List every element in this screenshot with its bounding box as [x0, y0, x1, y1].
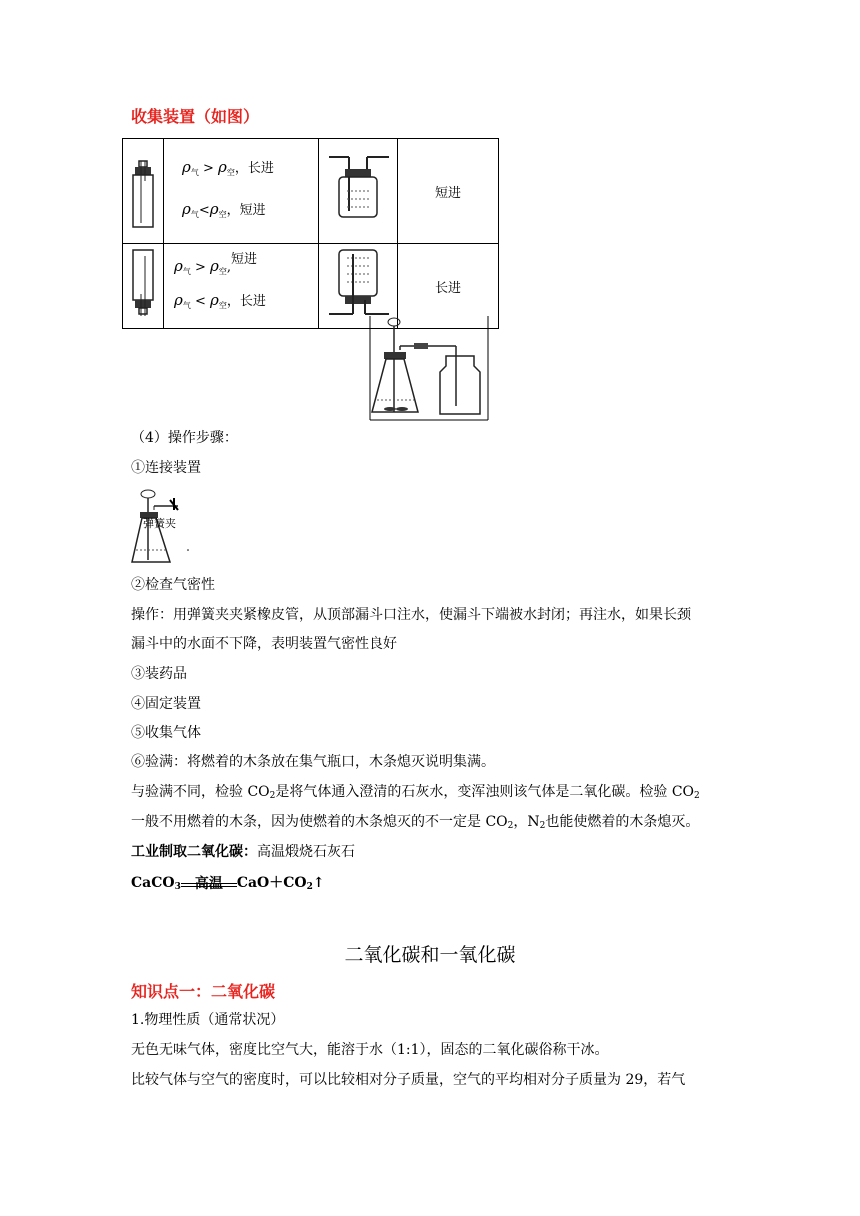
physical-properties-desc: 无色无味气体，密度比空气大，能溶于水（1:1），固态的二氧化碳俗称干冰。 — [131, 1042, 609, 1058]
clamp-label: 弹簧夹 — [143, 517, 176, 530]
collection-table — [122, 138, 499, 329]
step-check-airtightness: ②检查气密性 — [131, 577, 215, 593]
cell-bottle-inverted — [123, 244, 164, 329]
cell-long-in: 长进 — [398, 244, 499, 329]
step-collect: ⑤收集气体 — [131, 725, 201, 741]
heading-collect: 收集装置（如图） — [131, 107, 260, 126]
knowledge-point-1: 知识点一：二氧化碳 — [131, 982, 276, 1001]
cell-conditions-2: $\rho_气 > \rho_空$,短进 $\rho_气 < \rho_空$，长进 — [164, 244, 319, 329]
bottle-inverted-icon — [123, 244, 163, 324]
bottle-upright-icon — [123, 139, 163, 239]
step2-desc-2: 漏斗中的水面不下降，表明装置气密性良好 — [131, 636, 397, 652]
physical-properties-title: 1.物理性质（通常状况） — [131, 1012, 285, 1028]
equation: CaCO$_3$ 高温 $CaO+CO_2↑$ — [131, 875, 325, 892]
step4-title: （4）操作步骤： — [131, 430, 238, 446]
gas-wash-bottle-inverted-icon — [319, 244, 397, 324]
gas-wash-bottle-icon — [319, 139, 397, 239]
cell-short-in: 短进 — [398, 139, 499, 244]
step-full-test: ⑥验满：将燃着的木条放在集气瓶口，木条熄灭说明集满。 — [131, 754, 495, 770]
cell-bottle-upright — [123, 139, 164, 244]
cell-conditions-1: $\rho_气 > \rho_空$，长进 $\rho_气<\rho_空$，短进 — [164, 139, 319, 244]
step-connect: ①连接装置 — [131, 460, 201, 476]
co2-generator-apparatus-figure — [368, 316, 492, 422]
note-line-2: 一般不用燃着的木条，因为使燃着的木条熄灭的不一定是 $CO_2$，$N_2$也能使燃着的木条熄灭。 — [131, 814, 700, 831]
note-line-1: 与验满不同，检验 $CO_2$是将气体通入澄清的石灰水，变浑浊则该气体是二氧化碳。检验 $CO_2$ — [131, 784, 700, 801]
step2-desc-1: 操作：用弹簧夹夹紧橡皮管，从顶部漏斗口注水，使漏斗下端被水封闭；再注水，如果长颈 — [131, 607, 691, 623]
step-fix: ④固定装置 — [131, 696, 201, 712]
industry-line: 工业制取二氧化碳：高温煅烧石灰石 — [131, 844, 355, 860]
section-title: 二氧化碳和一氧化碳 — [344, 944, 516, 966]
cell-washbottle-1 — [319, 139, 398, 244]
density-compare-text: 比较气体与空气的密度时，可以比较相对分子质量，空气的平均相对分子质量为 29，若气 — [131, 1072, 686, 1088]
step-load: ③装药品 — [131, 666, 187, 682]
